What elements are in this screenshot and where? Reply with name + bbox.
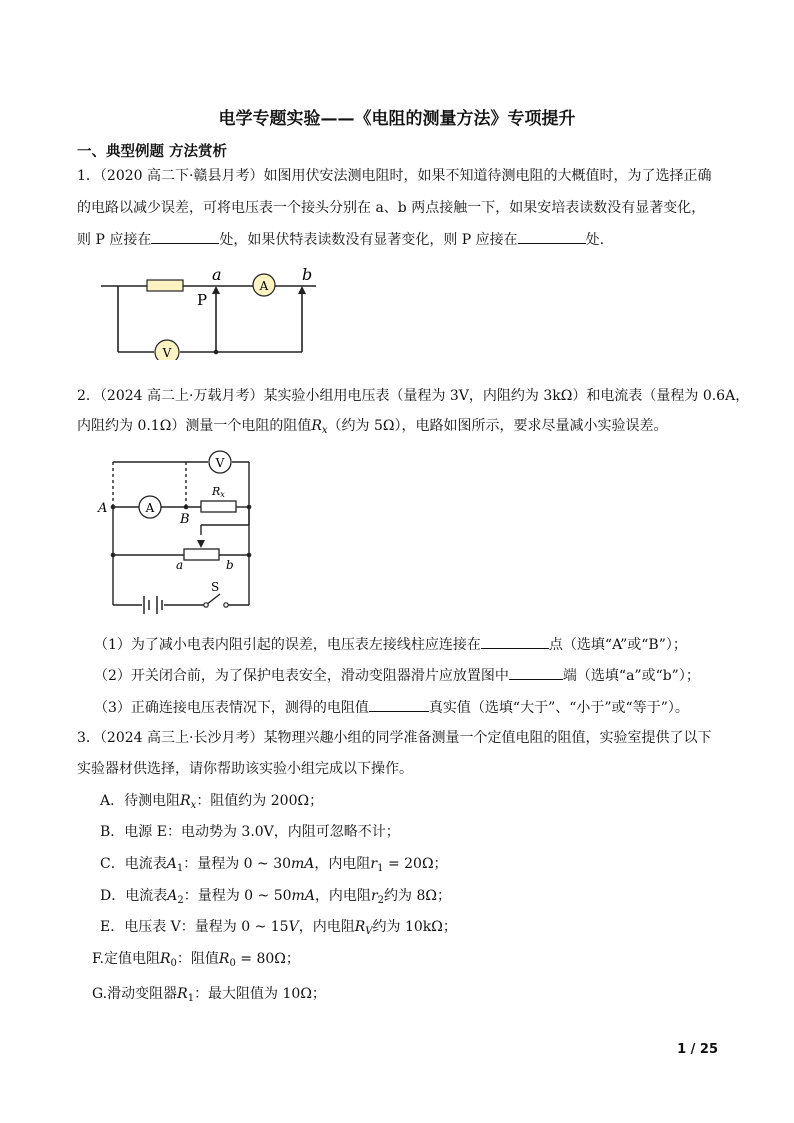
q3-number: 3． — [77, 730, 100, 746]
junction-a — [111, 505, 116, 510]
item-d-symbol2: r — [370, 888, 378, 904]
item-f-sub2: 0 — [229, 958, 236, 969]
q3-line1 — [77, 728, 711, 748]
point-b-label: b — [302, 265, 313, 284]
q3-source: （2024 高三上·长沙月考） — [99, 730, 264, 746]
rheostat — [184, 549, 219, 560]
circuit-figure-2 — [94, 448, 264, 616]
equipment-item-f — [92, 949, 300, 974]
q2-part1-text: （1）为了减小电表内阻引起的误差，电压表左接线柱应连接在 — [94, 637, 481, 653]
item-c-value: = 20Ω； — [383, 856, 448, 872]
item-d-range: ：量程为 0 ~ 50 — [183, 888, 292, 904]
page-number: 1 / 25 — [677, 1042, 718, 1057]
item-a-text: A．待测电阻 — [100, 793, 181, 809]
item-f-symbol2: R — [218, 951, 230, 967]
q2-part3-hint: 真实值（选填“大于”、“小于”或“等于”）。 — [428, 700, 689, 716]
q2-line2 — [77, 416, 667, 441]
q2-part1 — [94, 634, 687, 655]
q2-part2-text: （2）开关闭合前，为了保护电表安全，滑动变阻器滑片应放置图中 — [94, 668, 509, 684]
circuit-figure-1 — [96, 260, 326, 360]
voltmeter-label: V — [162, 346, 172, 360]
q2-text-1: 某实验小组用电压表（量程为 3V，内阻约为 3kΩ）和电流表（量程为 0.6A， — [263, 388, 750, 404]
q1-text-3a: 则 P 应接在 — [77, 232, 152, 248]
item-c-unit: mA — [291, 856, 315, 872]
junction — [111, 553, 116, 558]
end-b-label: b — [226, 558, 234, 572]
item-c-range: ：量程为 0 ~ 30 — [183, 856, 292, 872]
q3-text-1: 某物理兴趣小组的同学准备测量一个定值电阻的阻值，实验室提供了以下 — [263, 730, 712, 746]
item-a-value: ：阻值约为 200Ω； — [196, 793, 324, 809]
item-g-text: G.滑动变阻器 — [92, 986, 178, 1002]
item-c-text2: ，内电阻 — [314, 856, 371, 872]
item-b-text: B．电源 E：电动势为 3.0V，内阻可忽略不计； — [100, 824, 400, 840]
item-g-symbol: R — [177, 986, 188, 1002]
item-f-symbol: R — [159, 951, 171, 967]
item-g-value: ：最大阻值为 10Ω； — [194, 986, 326, 1002]
answer-blank[interactable] — [518, 229, 586, 244]
end-a-label: a — [176, 558, 184, 572]
item-e-sub2: V — [365, 926, 373, 937]
q2-text-2b: （约为 5Ω），电路如图所示，要求尽量减小实验误差。 — [327, 418, 668, 434]
item-f-text: F.定值电阻 — [92, 951, 160, 967]
junction — [247, 553, 252, 558]
switch-contact — [224, 603, 228, 607]
item-d-value: 约为 8Ω； — [384, 888, 451, 904]
item-d-sub: 2 — [177, 895, 184, 906]
q2-part2 — [94, 665, 700, 686]
q2-part3-text: （3）正确连接电压表情况下，测得的电阻值 — [94, 700, 369, 716]
item-d-text: D．电流表 — [100, 888, 168, 904]
q1-number: 1． — [77, 168, 100, 184]
arrow-a — [212, 286, 220, 294]
item-e-text: E．电压表 V：量程为 0 ~ 15 — [100, 919, 289, 935]
item-e-symbol2: R — [354, 919, 366, 935]
equipment-item-c — [100, 854, 448, 879]
rx-subscript: x — [321, 425, 328, 436]
equipment-item-a — [100, 791, 323, 816]
q3-line2: 实验器材供选择，请你帮助该实验小组完成以下操作。 — [77, 761, 413, 777]
ammeter-label: A — [259, 279, 269, 293]
q1-text-3c: 处. — [585, 232, 605, 248]
node-b-label: B — [180, 512, 190, 527]
rx-label-sub: x — [220, 490, 225, 499]
q2-text-2a: 内阻约为 0.1Ω）测量一个电阻的阻值 — [77, 418, 312, 434]
node-a-label: A — [98, 501, 108, 516]
equipment-item-d — [100, 886, 451, 911]
item-c-sub2: 1 — [377, 863, 384, 874]
point-p-label: P — [197, 291, 208, 309]
junction — [247, 505, 252, 510]
q2-line1 — [77, 386, 749, 406]
resistor-rx — [201, 501, 236, 512]
q1-text-3b: 处，如果伏特表读数没有显著变化，则 P 应接在 — [219, 232, 518, 248]
junction — [214, 350, 219, 355]
answer-blank[interactable] — [151, 229, 219, 244]
switch-label: S — [211, 580, 220, 594]
voltmeter-label: V — [215, 456, 225, 470]
arrow-b — [298, 286, 306, 294]
q1-source: （2020 高二下·赣县月考） — [99, 168, 264, 184]
item-d-symbol: A — [167, 888, 178, 904]
rx-label — [211, 485, 225, 499]
item-d-sub2: 2 — [377, 895, 385, 906]
q2-part2-hint: 端（选填“a”或“b”）； — [562, 668, 700, 684]
answer-blank[interactable] — [509, 665, 563, 680]
battery — [144, 596, 162, 614]
q1-line1 — [77, 166, 711, 186]
item-c-text: C．电流表 — [100, 856, 167, 872]
section-heading: 一、典型例题 方法赏析 — [77, 144, 228, 160]
ammeter-label: A — [145, 501, 155, 515]
item-e-text2: ，内电阻 — [298, 919, 355, 935]
q2-source: （2024 高二上·万载月考） — [99, 388, 264, 404]
item-c-sub: 1 — [176, 863, 184, 874]
q1-text-1: 如图用伏安法测电阻时，如果不知道待测电阻的大概值时，为了选择正确 — [263, 168, 712, 184]
answer-blank[interactable] — [481, 634, 549, 649]
item-e-value: 约为 10kΩ； — [372, 919, 457, 935]
equipment-item-b — [100, 822, 400, 842]
q1-line3 — [77, 229, 604, 250]
item-f-text2: ：阻值 — [176, 951, 219, 967]
item-c-symbol2: r — [370, 856, 378, 872]
equipment-item-e — [100, 917, 457, 942]
q2-part1-hint: 点（选填“A”或“B”）； — [548, 637, 687, 653]
equipment-item-g — [92, 984, 326, 1009]
q2-part3 — [94, 697, 689, 718]
item-a-sub: x — [190, 800, 197, 811]
item-g-sub: 1 — [187, 993, 195, 1004]
item-f-value: = 80Ω； — [235, 951, 300, 967]
rx-label-r: R — [212, 485, 221, 498]
q2-number: 2． — [77, 388, 100, 404]
item-f-sub: 0 — [170, 958, 177, 969]
item-c-symbol: A — [166, 856, 177, 872]
resistor — [147, 280, 183, 291]
rx-symbol: R — [311, 418, 322, 434]
item-d-unit: mA — [291, 888, 315, 904]
switch-pivot — [204, 603, 208, 607]
q1-line2: 的电路以减少误差，可将电压表一个接头分别在 a、b 两点接触一下，如果安培表读数没有显著变化， — [77, 200, 706, 216]
page-title: 电学专题实验——《电阻的测量方法》专项提升 — [218, 109, 576, 129]
junction-b — [184, 505, 189, 510]
item-e-unit: V — [288, 919, 299, 935]
point-a-label: a — [212, 265, 222, 284]
item-a-symbol: R — [180, 793, 191, 809]
item-d-text2: ，内电阻 — [314, 888, 371, 904]
slider-arrow — [197, 540, 205, 548]
answer-blank[interactable] — [369, 697, 429, 712]
